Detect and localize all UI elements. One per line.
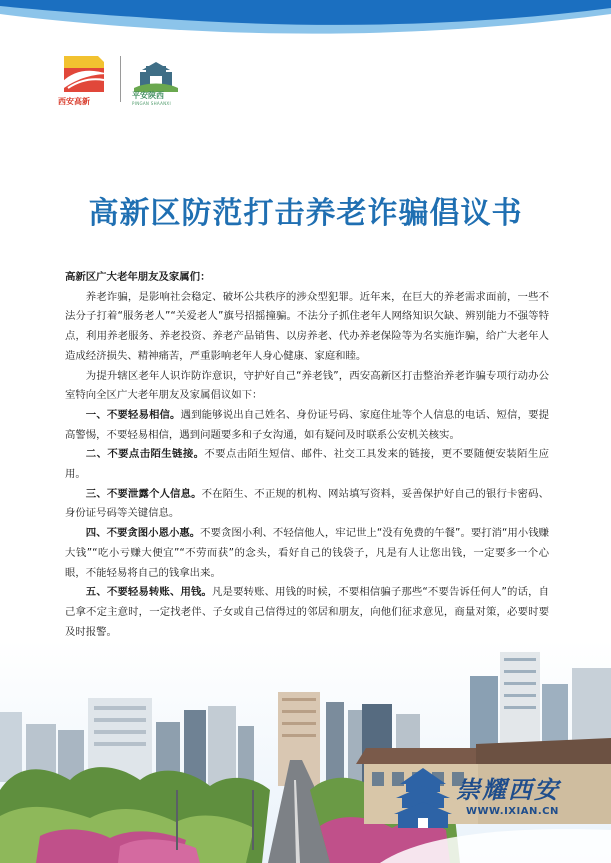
xian-gaoxin-caption: 西安高新 bbox=[58, 97, 90, 106]
pingan-shaanxi-caption: 平安陕西 bbox=[132, 91, 164, 100]
proposal-heading: 四、不要贪图小恩小惠。 bbox=[85, 527, 201, 540]
proposal-heading: 一、不要轻易相信。 bbox=[85, 408, 181, 421]
logo-divider bbox=[120, 56, 121, 102]
intro-paragraph: 养老诈骗，是影响社会稳定、破坏公共秩序的涉众型犯罪。近年来，在巨大的养老需求面前，一些不法分子打着“服务老人”“关爱老人”旗号招摇撞骗。不法分子抓住老年人网络知识欠缺、辨别能力不强等特点，利用养老服务、养老投资、养老产品销售、以房养老、代办养老保险等为名实施诈骗，给广大老年人造成经济损失、精神痛苦，严重影响老年人身心健康、家庭和睦。 bbox=[65, 290, 549, 362]
watermark-url: WWW.IXIAN.CN bbox=[466, 806, 559, 817]
watermark-brand bbox=[392, 762, 592, 838]
proposal-item bbox=[65, 524, 549, 583]
proposal-item bbox=[65, 406, 549, 445]
proposal-heading: 二、不要点击陌生链接。 bbox=[85, 448, 205, 461]
proposal-text: 凡是要转账、用钱的时候，不要相信骗子那些“不要告诉任何人”的话，自己拿不定主意时，一定找老伴、子女或自己信得过的邻居和朋友，向他们征求意见，商量对策，必要时要及时报警。 bbox=[65, 586, 550, 638]
watermark-brand-text: 崇耀西安 bbox=[456, 775, 560, 804]
proposal-text: 不在陌生、不正规的机构、网站填写资料，妥善保护好自己的银行卡密码、身份证号码等关键信息。 bbox=[65, 487, 550, 520]
proposal-text: 不要点击陌生短信、邮件、社交工具发来的链接，更不要随便安装陌生应用。 bbox=[65, 448, 549, 481]
letter-body bbox=[65, 268, 549, 642]
page-title: 高新区防范打击养老诈骗倡议书 bbox=[88, 196, 523, 231]
ancient-tower-icon bbox=[392, 762, 454, 832]
proposal-heading: 五、不要轻易转账、用钱。 bbox=[85, 586, 213, 599]
proposal-text: 遇到能够说出自己姓名、身份证号码、家庭住址等个人信息的电话、短信，要提高警惕，不要轻易相信，遇到问题要多和子女沟通，如有疑问及时联系公安机关核实。 bbox=[65, 408, 550, 441]
proposal-heading: 三、不要泄露个人信息。 bbox=[85, 487, 202, 500]
proposal-item bbox=[65, 445, 549, 484]
pingan-shaanxi-subcaption: PINGAN SHAANXI bbox=[132, 101, 171, 106]
proposal-item bbox=[65, 583, 549, 642]
proposal-text: 不要贪图小利、不轻信他人，牢记世上“没有免费的午餐”。要打消“用小钱赚大钱”“吃小亏赚大便宜”“不劳而获”的念头，看好自己的钱袋子，凡是有人让您出钱，一定要多一个心眼，不能轻易将自己的钱拿出来。 bbox=[65, 527, 549, 579]
header-logos bbox=[58, 52, 198, 108]
intro-paragraph: 为提升辖区老年人识诈防诈意识，守护好自己“养老钱”，西安高新区打击整治养老诈骗专项行动办公室特向全区广大老年朋友及家属倡议如下： bbox=[65, 369, 549, 402]
salutation: 高新区广大老年朋友及家属们： bbox=[65, 271, 211, 283]
proposal-item bbox=[65, 485, 549, 524]
top-decorative-band bbox=[0, 0, 611, 40]
